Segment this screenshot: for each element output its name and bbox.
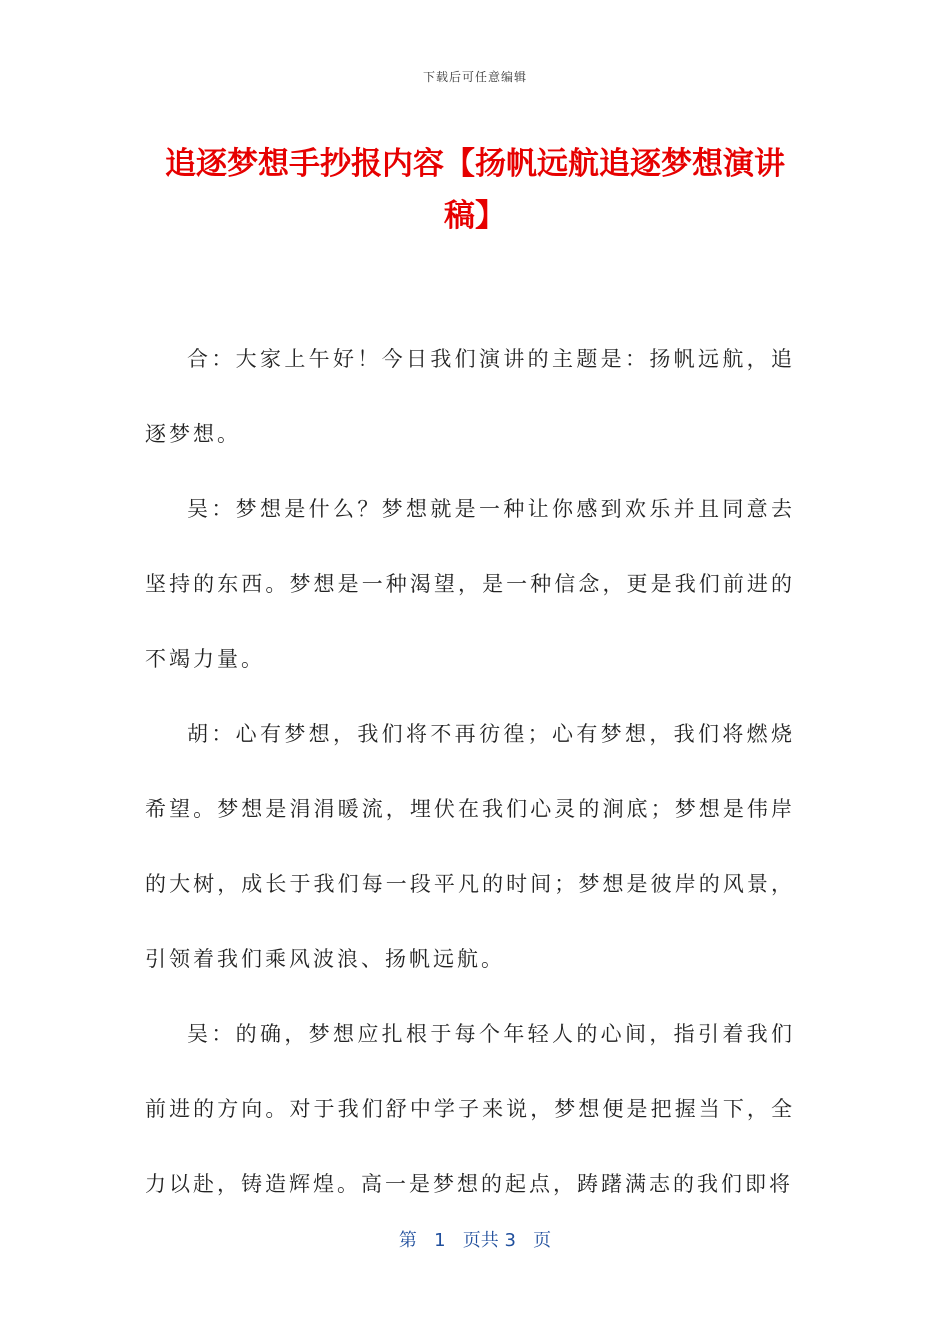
- page-label-prefix: 第: [398, 1230, 417, 1251]
- page-footer: [0, 1226, 950, 1252]
- page-label-suffix: 页: [533, 1230, 552, 1251]
- paragraph: 胡：心有梦想，我们将不再彷徨；心有梦想，我们将燃烧希望。梦想是涓涓暖流，埋伏在我们心灵的涧底；梦想是伟岸的大树，成长于我们每一段平凡的时间；梦想是彼岸的风景，引领着我们乘风波浪、扬帆远航。: [145, 722, 795, 971]
- document-title: 追逐梦想手抄报内容【扬帆远航追逐梦想演讲稿】: [165, 146, 785, 234]
- page-label-mid: 页共: [462, 1230, 499, 1251]
- paragraph: 合：大家上午好！今日我们演讲的主题是：扬帆远航，追逐梦想。: [145, 347, 795, 446]
- document-body: [145, 322, 795, 1222]
- paragraph: 吴：的确，梦想应扎根于每个年轻人的心间，指引着我们前进的方向。对于我们舒中学子来说，梦想便是把握当下，全力以赴，铸造辉煌。高一是梦想的起点，踌躇满志的我们即将: [145, 1022, 795, 1196]
- current-page-number: 1: [434, 1230, 446, 1251]
- header-note: 下载后可任意编辑: [422, 70, 527, 84]
- total-pages-number: 3: [504, 1230, 516, 1251]
- paragraph: 吴：梦想是什么？梦想就是一种让你感到欢乐并且同意去坚持的东西。梦想是一种渴望，是一种信念，更是我们前进的不竭力量。: [145, 497, 795, 671]
